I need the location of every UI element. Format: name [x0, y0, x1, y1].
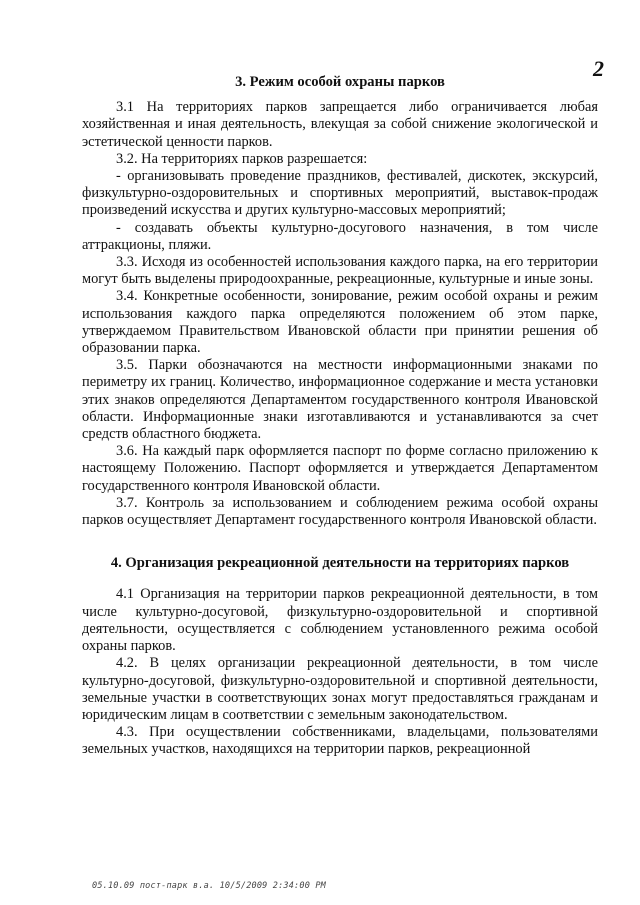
paragraph-3-2-item-2: - создавать объекты культурно-досугового назначения, в том числе аттракционы, пляжи.: [82, 219, 598, 253]
paragraph-3-2: 3.2. На территориях парков разрешается:: [116, 150, 368, 167]
paragraph-4-2: 4.2. В целях организации рекреационной деятельности, в том числе культурно-досуговой, физкультурно-оздоровительной и спортивной деятельности, земельные участки в соответствующих зонах могут предоставляться гражданам и юридическим лицам в соответствии с земельным законодательством.: [82, 655, 598, 723]
paragraph-3-6: 3.6. На каждый парк оформляется паспорт по форме согласно приложению к настоящему Положению. Паспорт оформляется и утверждается Департаментом государственного контроля Ивановской области.: [82, 443, 598, 494]
page-number: 2: [593, 56, 604, 81]
paragraph-3-2-item-1: - организовывать проведение праздников, фестивалей, дискотек, экскурсий, физкультурно-оздоровительных и спортивных мероприятий, выставок-продаж произведений искусства и других культурно-массовых мероприятий;: [82, 168, 598, 219]
section-4-title: 4. Организация рекреационной деятельности на территориях парков: [110, 555, 570, 572]
paragraph-4-3: 4.3. При осуществлении собственниками, владельцами, пользователями земельных участков, находящихся на территории парков, рекреационной: [82, 724, 598, 758]
document-footer: 05.10.09 пост-парк в.а. 10/5/2009 2:34:00 PM: [92, 881, 326, 891]
document-body: [82, 60, 598, 759]
paragraph-3-7: 3.7. Контроль за использованием и соблюдением режима особой охраны парков осуществляет Департамент государственного контроля Ивановской области.: [82, 494, 598, 529]
section-3-title: 3. Режим особой охраны парков: [235, 74, 445, 90]
paragraph-3-4: 3.4. Конкретные особенности, зонирование, режим особой охраны и режим использования каждого парка определяются положением об этом парке, утверждаемом Правительством Ивановской области при принятии решения об образовании парка.: [82, 288, 598, 357]
paragraph-4-1: 4.1 Организация на территории парков рекреационной деятельности, в том числе культурно-досуговой, физкультурно-оздоровительной и спортивной деятельности, осуществляется с соблюдением установленного режима особой охраны парков.: [82, 586, 598, 655]
paragraph-3-3: 3.3. Исходя из особенностей использования каждого парка, на его территории могут быть выделены природоохранные, рекреационные, культурные и иные зоны.: [82, 254, 598, 288]
paragraph-3-5: 3.5. Парки обозначаются на местности информационными знаками по периметру их границ. Количество, информационное содержание и места установки этих знаков определяются Департаментом государственного контроля Ивановской области. Информационные знаки изготавливаются и устанавливаются за счет средств областного бюджета.: [82, 357, 598, 443]
paragraph-3-1: 3.1 На территориях парков запрещается либо ограничивается любая хозяйственная и иная деятельность, влекущая за собой снижение экологической и эстетической ценности парков.: [82, 99, 598, 150]
